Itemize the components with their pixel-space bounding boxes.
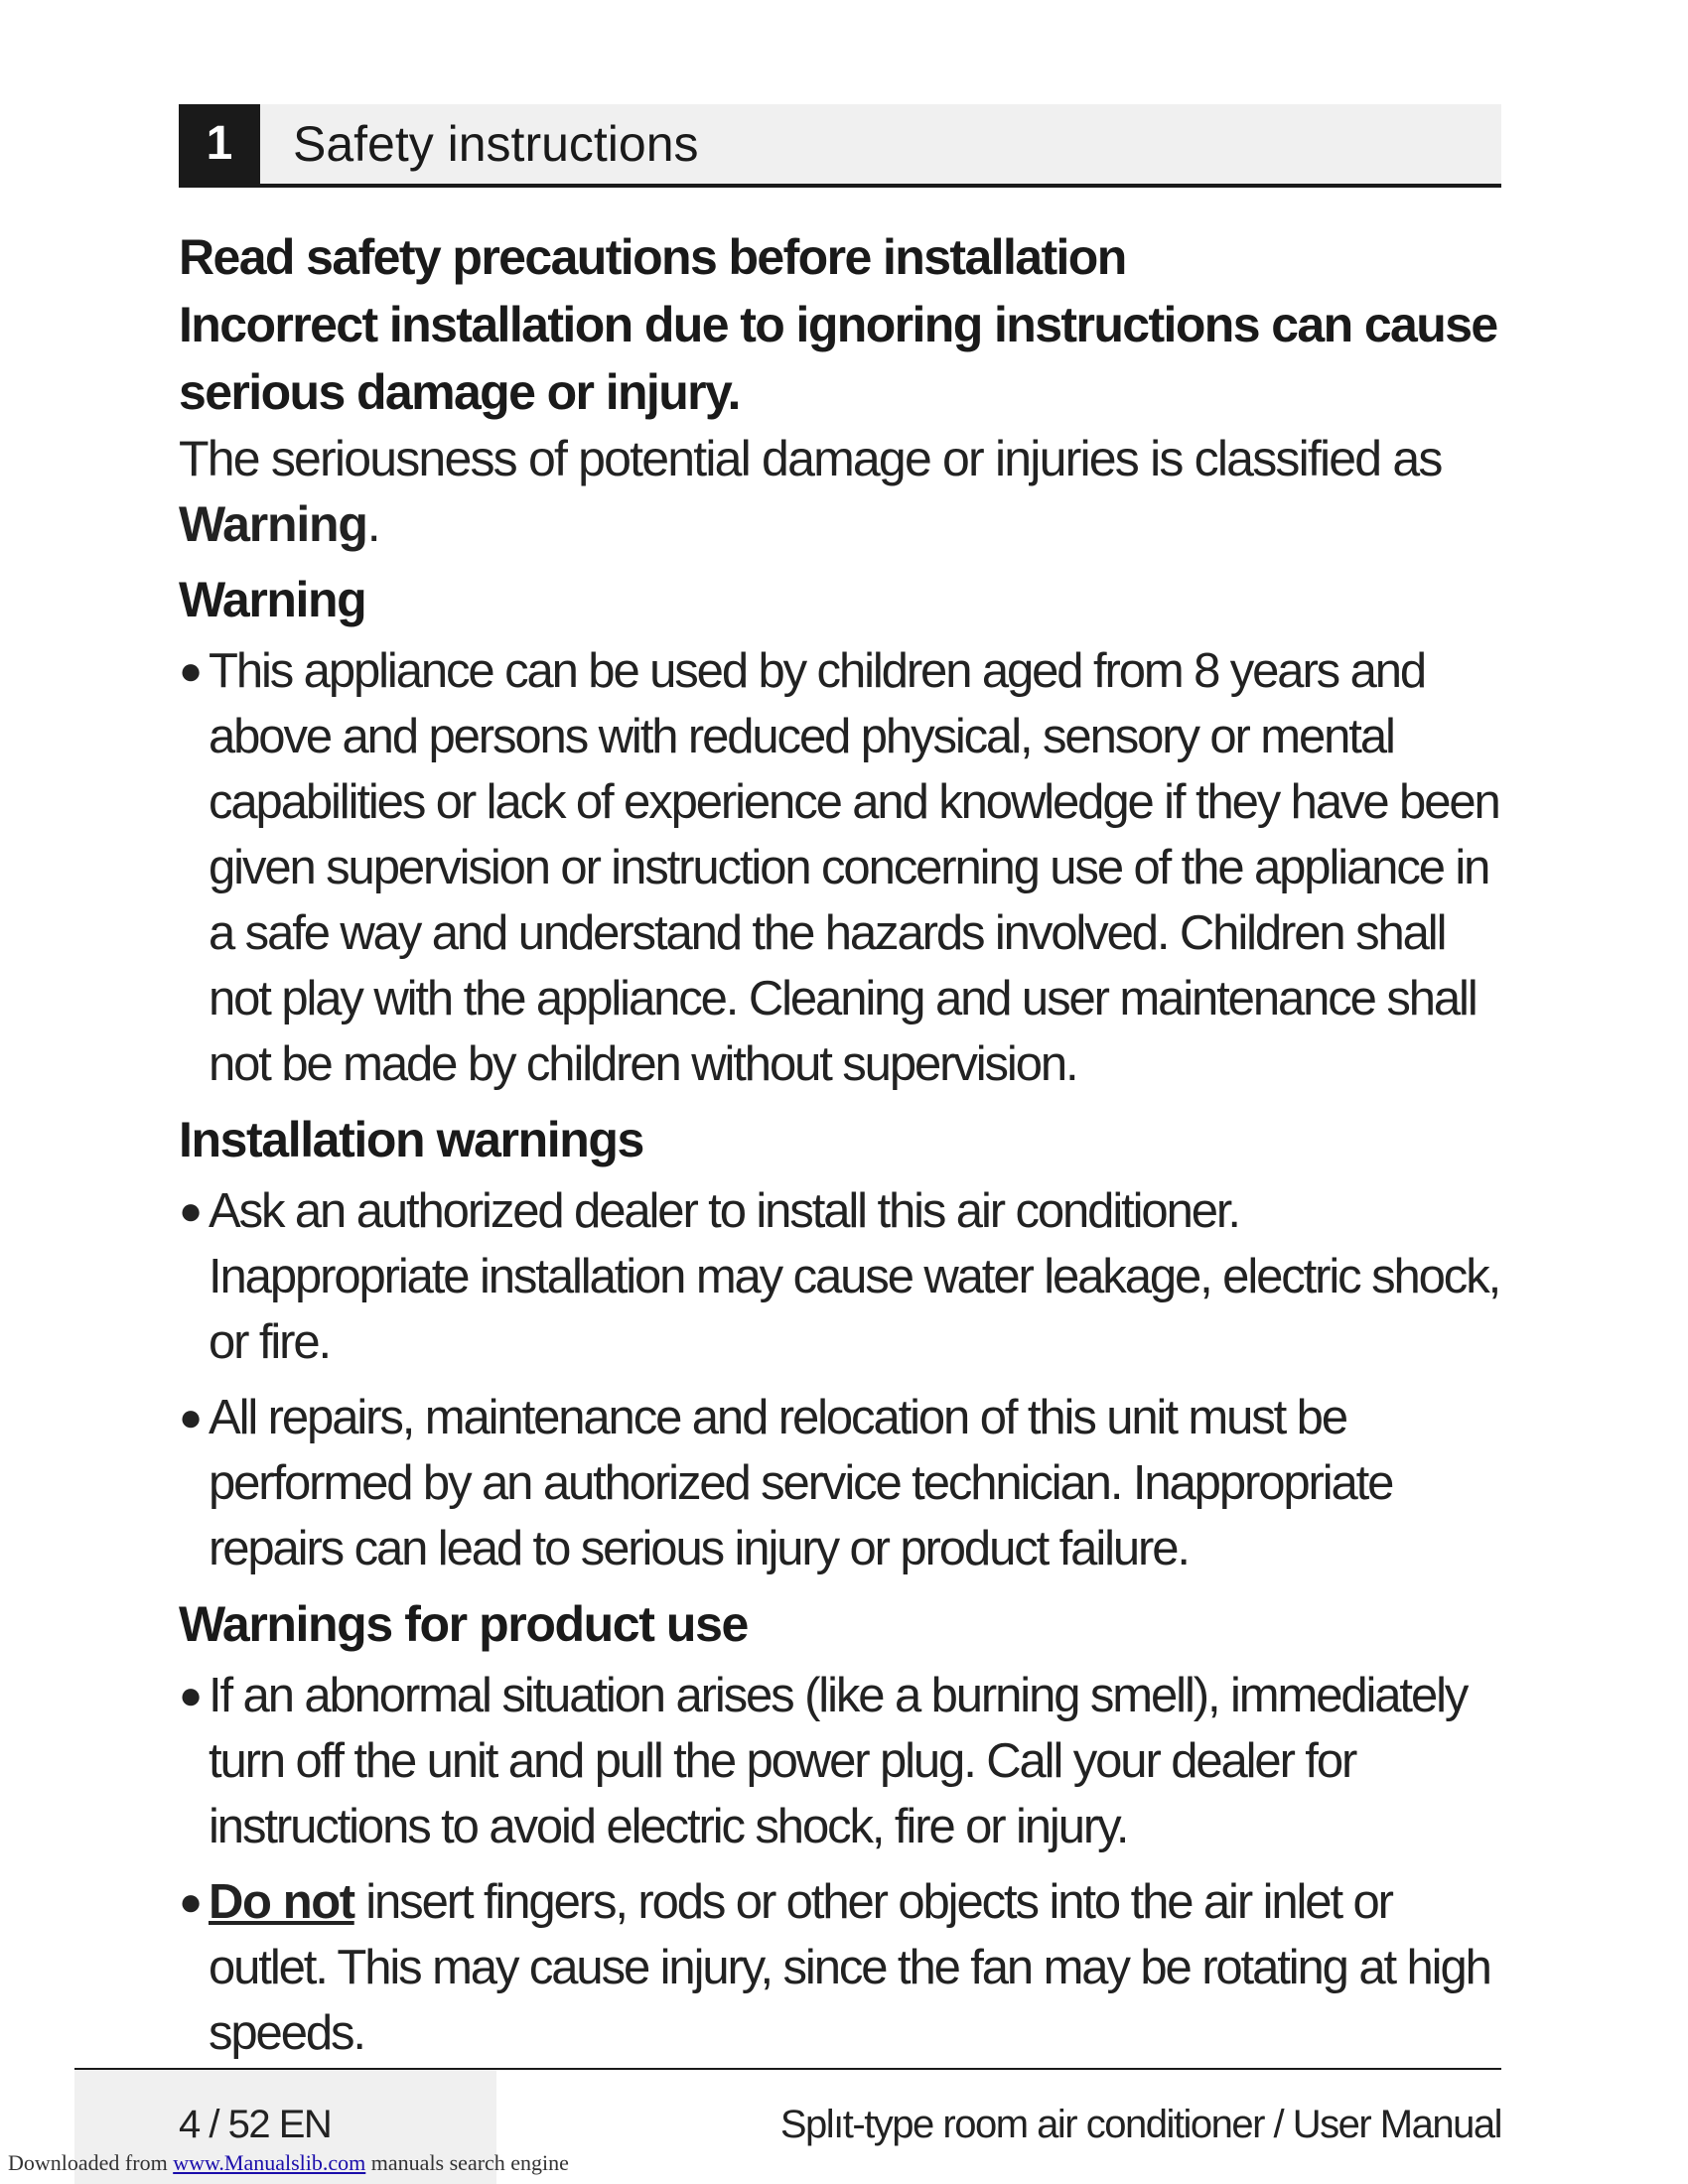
installation-heading: Installation warnings <box>179 1112 643 1167</box>
classification-paragraph <box>179 426 1509 557</box>
watermark-prefix: Downloaded from <box>8 2150 168 2175</box>
manualslib-link[interactable]: www.Manualslib.com <box>173 2150 366 2175</box>
do-not-emphasis: Do not <box>209 1875 354 1929</box>
list-item-text: All repairs, maintenance and relocation of this unit must be performed by an authorized service technician. Inappropriate repairs can lead to serious injury or product failure. <box>209 1391 1393 1575</box>
product-use-heading: Warnings for product use <box>179 1596 748 1652</box>
bullet-icon: ● <box>179 1396 202 1439</box>
watermark-suffix: manuals search engine <box>365 2150 569 2175</box>
intro-heading: Read safety precautions before installation <box>179 229 1126 285</box>
page-number: 4 / 52 EN <box>179 2103 332 2146</box>
classification-end: . <box>366 496 379 552</box>
bullet-icon: ● <box>179 649 202 693</box>
installation-list <box>179 1178 1509 1581</box>
bullet-icon: ● <box>179 1880 202 1924</box>
download-watermark <box>8 2150 569 2176</box>
list-item-text: insert fingers, rods or other objects into the air inlet or outlet. This may cause injury, since the fan may be rotating at high speeds. <box>209 1875 1490 2060</box>
list-item <box>179 1869 1509 2066</box>
product-use-list <box>179 1663 1509 2066</box>
page-content <box>179 223 1509 2076</box>
list-item <box>179 638 1509 1097</box>
bullet-icon: ● <box>179 1189 202 1233</box>
classification-text: The seriousness of potential damage or injuries is classified as <box>179 431 1442 486</box>
list-item <box>179 1385 1509 1581</box>
section-number: 1 <box>179 104 260 184</box>
list-item <box>179 1178 1509 1375</box>
section-header <box>179 104 1501 188</box>
classification-term: Warning <box>179 496 367 552</box>
list-item <box>179 1663 1509 1859</box>
bullet-icon: ● <box>179 1674 202 1717</box>
intro-warning-text: Incorrect installation due to ignoring instructions can cause serious damage or injury. <box>179 297 1497 420</box>
section-title: Safety instructions <box>293 116 699 172</box>
list-item-text: This appliance can be used by children aged from 8 years and above and persons with reduced physical, sensory or mental capabilities or lack of experience and knowledge if they have been given supervision or instruction concerning use of the appliance in a safe way and understand the hazards involved. Children shall not play with the appliance. Cleaning and user maintenance shall not be made by children without supervision. <box>209 644 1499 1091</box>
document-title: Splıt-type room air conditioner / User Manual <box>779 2103 1501 2146</box>
list-item-text: If an abnormal situation arises (like a burning smell), immediately turn off the unit and pull the power plug. Call your dealer for instructions to avoid electric shock, fire or injury. <box>209 1669 1468 1853</box>
list-item-text: Ask an authorized dealer to install this air conditioner. Inappropriate installation may cause water leakage, electric shock, or fire. <box>209 1184 1500 1369</box>
warning-heading: Warning <box>179 572 366 627</box>
warning-list <box>179 638 1509 1097</box>
